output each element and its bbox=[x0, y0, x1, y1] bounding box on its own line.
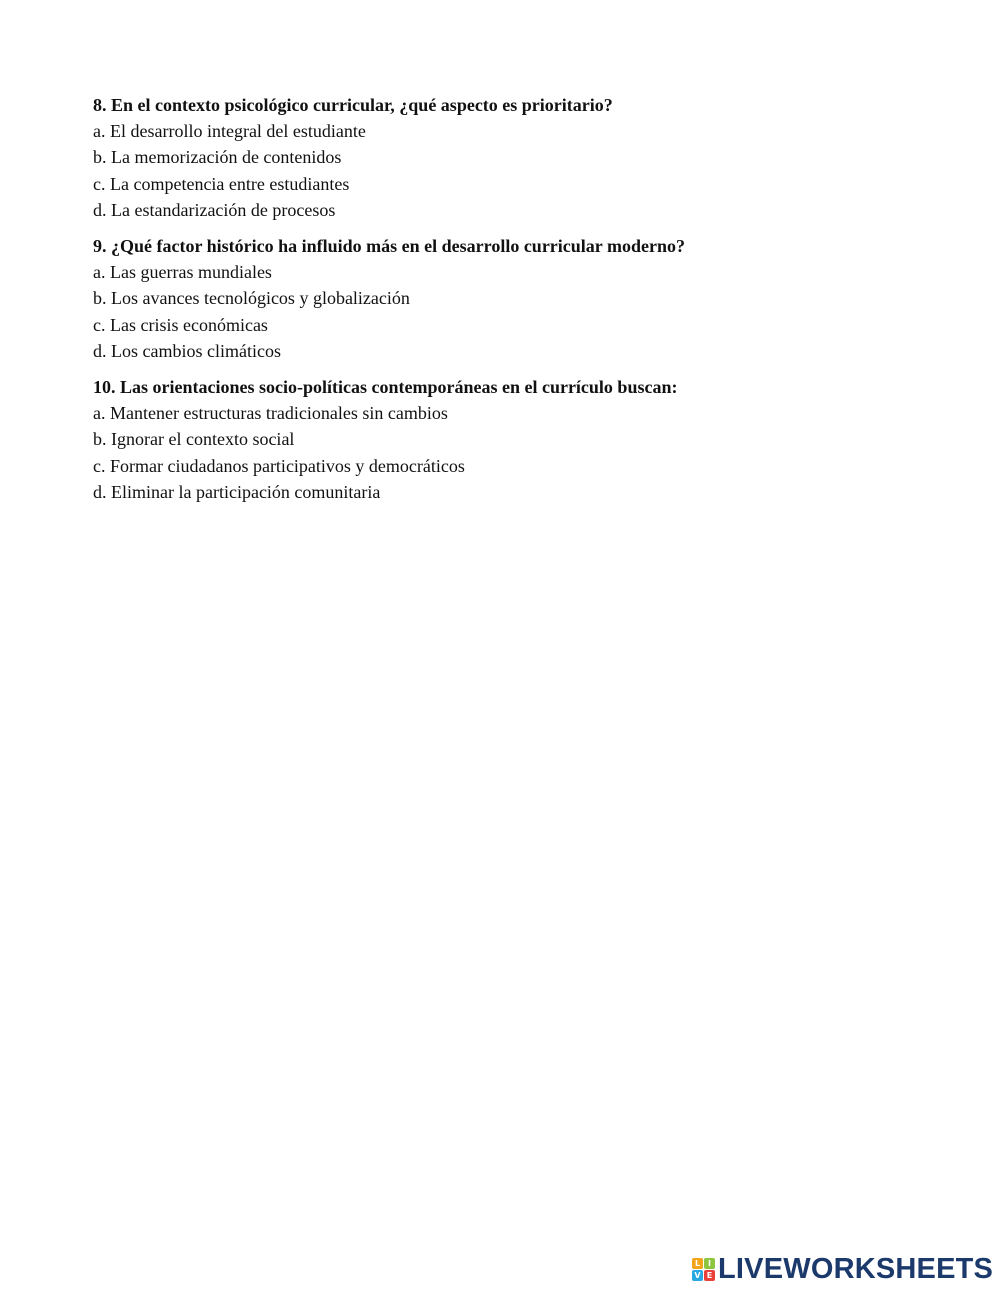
option-a: a. Mantener estructuras tradicionales sin cambios bbox=[93, 403, 448, 423]
liveworksheets-logo-icon bbox=[692, 1258, 715, 1281]
option-d: d. Eliminar la participación comunitaria bbox=[93, 481, 381, 502]
option-c: c. La competencia entre estudiantes bbox=[93, 173, 350, 194]
option-a: a. Las guerras mundiales bbox=[93, 262, 272, 282]
brand-name: LIVEWORKSHEETS bbox=[718, 1253, 994, 1285]
option-d: d. Los cambios climáticos bbox=[93, 340, 281, 361]
option-a: a. El desarrollo integral del estudiante bbox=[93, 121, 366, 141]
question-title: 8. En el contexto psicológico curricular, ¿qué aspecto es prioritario? bbox=[93, 95, 613, 115]
option-d: d. La estandarización de procesos bbox=[93, 199, 336, 220]
option-c: c. Formar ciudadanos participativos y democráticos bbox=[93, 455, 465, 476]
logo-tile-l: L bbox=[692, 1258, 703, 1269]
logo-tile-e: E bbox=[704, 1270, 715, 1281]
logo-tile-i: I bbox=[704, 1258, 715, 1269]
question-title: 9. ¿Qué factor histórico ha influido más en el desarrollo curricular moderno? bbox=[93, 236, 685, 256]
logo-tile-v: V bbox=[692, 1270, 703, 1281]
option-b: b. La memorización de contenidos bbox=[93, 147, 342, 168]
question-title: 10. Las orientaciones socio-políticas contemporáneas en el currículo buscan: bbox=[93, 377, 678, 397]
question-9 bbox=[93, 233, 953, 364]
option-b: b. Los avances tecnológicos y globalización bbox=[93, 288, 410, 309]
liveworksheets-logo[interactable] bbox=[692, 1254, 993, 1284]
question-8 bbox=[93, 92, 953, 223]
option-b: b. Ignorar el contexto social bbox=[93, 429, 295, 450]
option-c: c. Las crisis económicas bbox=[93, 314, 268, 335]
question-10 bbox=[93, 374, 953, 505]
